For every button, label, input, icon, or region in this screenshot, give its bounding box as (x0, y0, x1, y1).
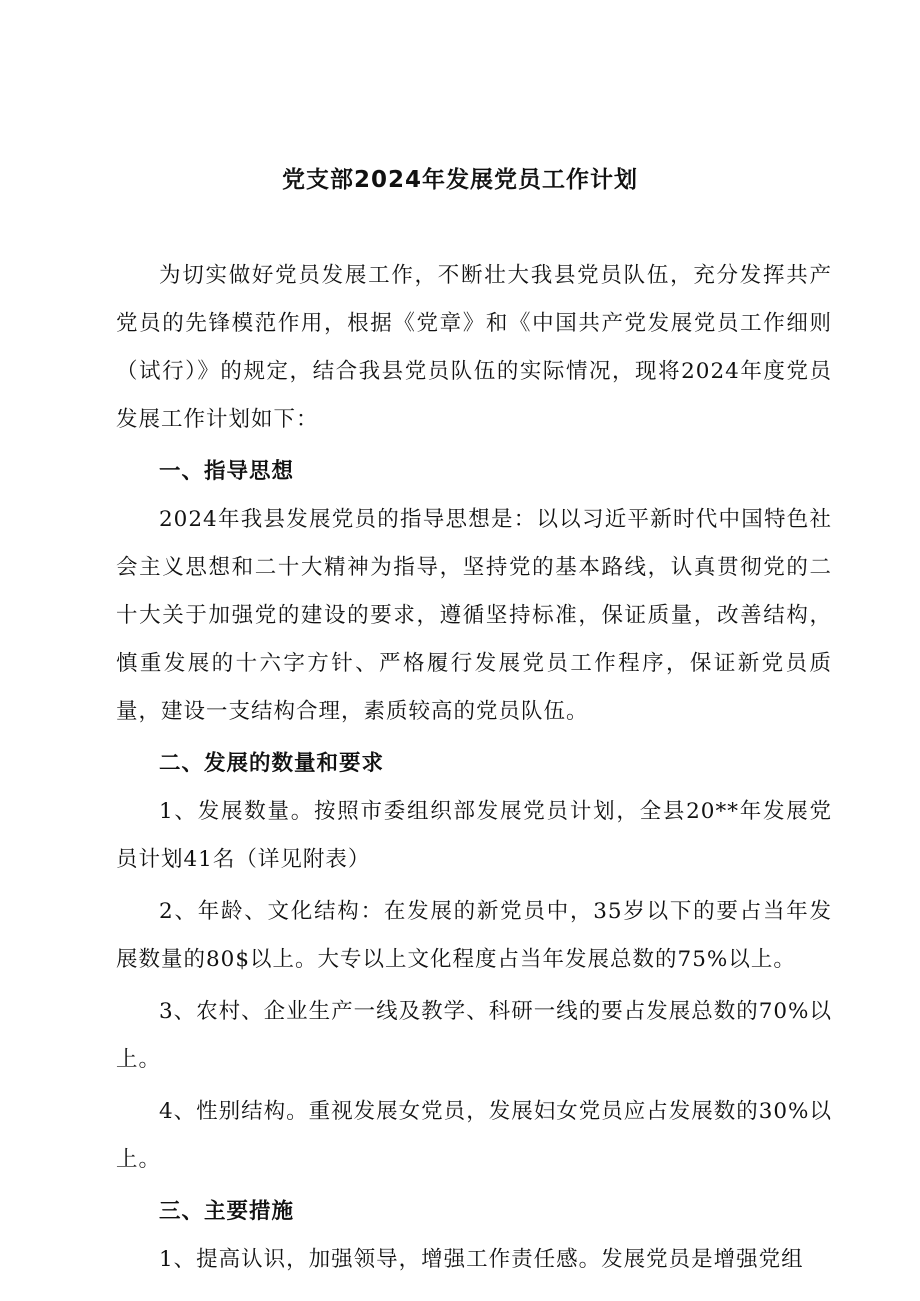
section-heading-guiding-ideology: 一、指导思想 (159, 459, 295, 484)
section-2-paragraph-1: 1、发展数量。按照市委组织部发展党员计划，全县20**年发展党员计划41名（详见附表） (116, 799, 832, 872)
intro-paragraph: 为切实做好党员发展工作，不断壮大我县党员队伍，充分发挥共产党员的先锋模范作用，根据《党章》和《中国共产党发展党员工作细则（试行）》的规定，结合我县党员队伍的实际情况，现将2024年度党员发展工作计划如下： (116, 263, 832, 432)
document-body (116, 252, 832, 1284)
section-2-paragraph-2: 2、年龄、文化结构：在发展的新党员中，35岁以下的要占当年发展数量的80$以上。大专以上文化程度占当年发展总数的75%以上。 (116, 899, 832, 972)
section-2-paragraph-3: 3、农村、企业生产一线及教学、科研一线的要占发展总数的70%以上。 (116, 999, 832, 1072)
section-1-paragraph-1: 2024年我县发展党员的指导思想是：以以习近平新时代中国特色社会主义思想和二十大精神为指导，坚持党的基本路线，认真贯彻党的二十大关于加强党的建设的要求，遵循坚持标准，保证质量，改善结构，慎重发展的十六字方针、严格履行发展党员工作程序，保证新党员质量，建设一支结构合理，素质较高的党员队伍。 (116, 507, 832, 724)
section-heading-quantity-requirements: 二、发展的数量和要求 (159, 751, 385, 776)
section-heading-main-measures: 三、主要措施 (159, 1199, 295, 1224)
document-title: 党支部2024年发展党员工作计划 (281, 167, 638, 193)
section-2-paragraph-4: 4、性别结构。重视发展女党员，发展妇女党员应占发展数的30%以上。 (116, 1099, 832, 1172)
section-3-paragraph-1: 1、提高认识，加强领导，增强工作责任感。发展党员是增强党组 (159, 1247, 804, 1272)
